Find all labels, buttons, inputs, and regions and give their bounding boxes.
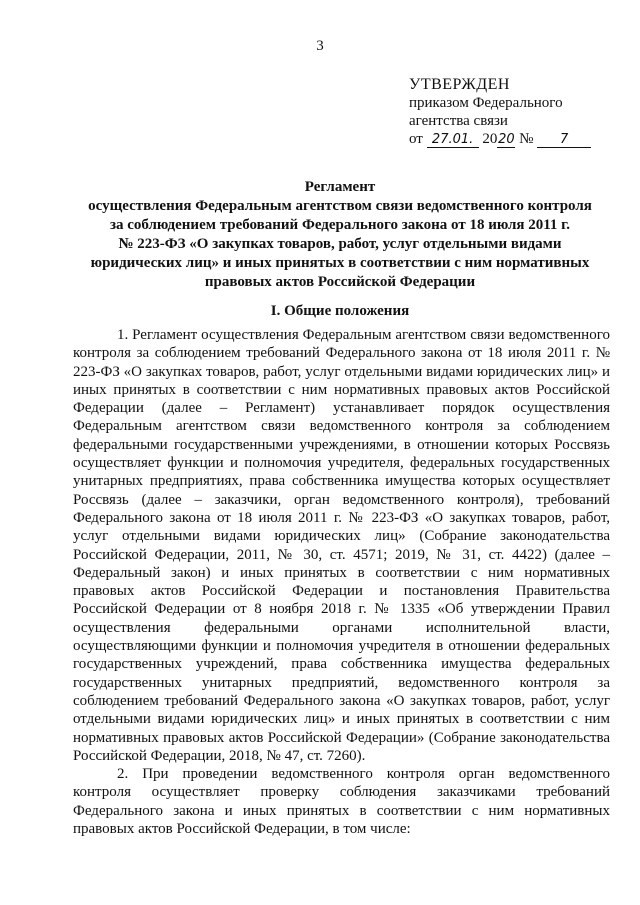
- title-line: № 223-ФЗ «О закупках товаров, работ, услуг отдельными видами: [118, 236, 562, 252]
- approval-dateline: [409, 130, 591, 148]
- title-heading: Регламент: [304, 179, 376, 195]
- section-heading: I. Общие положения: [270, 303, 410, 319]
- approval-status: УТВЕРЖДЕН: [409, 76, 510, 93]
- from-label: от: [409, 131, 423, 147]
- page-number: 3: [316, 38, 324, 54]
- title-line: за соблюдением требований Федерального закона от 18 июля 2011 г.: [109, 217, 571, 233]
- paragraph: 1. Регламент осуществления Федеральным агентством связи ведомственного контроля за соблюдением требований Федерального закона от 18 июля 2011 г. № 223-ФЗ «О закупках товаров, работ, услуг отдельными видами юридических лиц» и иных принятых в соответствии с ним нормативных правовых актов Российской Федерации (далее – Регламент) устанавливает порядок осуществления Федеральным агентством связи ведомственного контроля за соблюдением федеральными государственными учреждениями, в отношении которых Россвязь осуществляет функции и полномочия учредителя, федеральных государственных унитарных предприятиях, права собственника имущества которых осуществляет Россвязь (далее – заказчики, орган ведомственного контроля), требований Федерального закона от 18 июля 2011 г. № 223-ФЗ «О закупках товаров, работ, услуг отдельными видами юридических лиц» (Собрание законодательства Российской Федерации, 2011, № 30, ст. 4571; 2019, № 31, ст. 4422) (далее – Федеральный закон) и иных принятых в соответствии с ним нормативных правовых актов Российской Федерации и постановления Правительства Российской Федерации от 8 ноября 2018 г. № 1335 «Об утверждении Правил осуществления федеральными органами исполнительной власти, осуществляющими функции и полномочия учредителя в отношении федеральных государственных учреждений, права собственника имущества федеральных государственных унитарных предприятий, ведомственного контроля за соблюдением требований Федерального закона «О закупках товаров, работ, услуг отдельными видами юридических лиц» и иных принятых в соответствии с ним нормативных правовых актов Российской Федерации» (Собрание законодательства Российской Федерации, 2018, № 47, ст. 7260).: [73, 327, 610, 764]
- year-prefix: 20: [482, 131, 498, 147]
- handwritten-year: 20: [498, 132, 515, 147]
- title-line: правовых актов Российской Федерации: [204, 274, 476, 290]
- document-title: [80, 178, 600, 292]
- paragraph: 2. При проведении ведомственного контроля орган ведомственного контроля осуществляет проверку соблюдения заказчиками требований Федерального закона и иных принятых в соответствии с ним нормативных правовых актов Российской Федерации, в том числе:: [73, 766, 610, 838]
- number-label: №: [519, 131, 534, 147]
- title-line: юридических лиц» и иных принятых в соответствии с ним нормативных: [90, 255, 590, 271]
- handwritten-date: 27.01.: [427, 132, 479, 148]
- approval-line-1: приказом Федерального: [409, 95, 563, 111]
- document-body: [73, 326, 610, 838]
- handwritten-number: 7: [537, 132, 591, 148]
- approval-line-2: агентства связи: [409, 113, 508, 129]
- title-line: осуществления Федеральным агентством связи ведомственного контроля: [88, 198, 592, 214]
- approval-stamp: [409, 76, 591, 148]
